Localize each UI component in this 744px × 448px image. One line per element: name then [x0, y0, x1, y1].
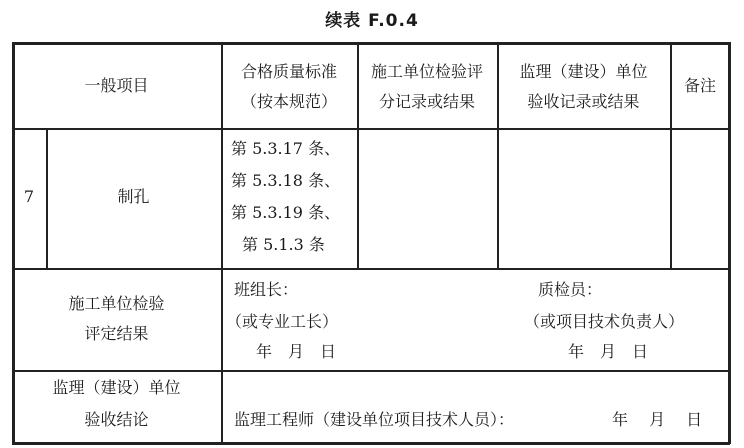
contractor-result-label-line1: 施工单位检验 — [68, 294, 165, 313]
header-contractor-line1: 施工单位检验评 — [370, 62, 483, 81]
inspection-table — [12, 42, 730, 444]
row7-item: 制孔 — [117, 187, 150, 206]
table-border-right — [728, 42, 731, 444]
rule-supervisor-col — [670, 42, 672, 268]
row7-clause-4: 第 5.1.3 条 — [242, 235, 325, 254]
team-leader-alt-label: （或专业工长） — [226, 312, 339, 331]
supervisor-conclusion-label-line1: 监理（建设）单位 — [52, 378, 181, 397]
row7-clause-3: 第 5.3.19 条、 — [231, 203, 341, 222]
supervisor-signature-label: 监理工程师（建设单位项目技术人员）： — [234, 410, 515, 429]
row7-clause-2: 第 5.3.18 条、 — [231, 171, 341, 190]
header-remarks: 备注 — [683, 76, 716, 95]
table-border-bottom — [12, 442, 730, 445]
team-leader-label: 班组长： — [234, 280, 299, 299]
header-standard-line2: （按本规范） — [240, 92, 337, 111]
rule-result-bottom — [12, 370, 730, 372]
row7-clause-1: 第 5.3.17 条、 — [231, 139, 341, 158]
rule-header-bottom — [12, 128, 730, 130]
contractor-result-label-line2: 评定结果 — [84, 324, 149, 343]
table-title: 续表 F.0.4 — [325, 11, 419, 31]
rule-row7-bottom — [12, 268, 730, 270]
header-supervisor-line1: 监理（建设）单位 — [519, 62, 648, 81]
inspector-date: 年 月 日 — [568, 342, 649, 361]
header-general-items: 一般项目 — [84, 76, 149, 95]
table-border-top — [12, 42, 730, 45]
supervisor-conclusion-label-line2: 验收结论 — [84, 410, 149, 429]
team-leader-date: 年 月 日 — [256, 342, 337, 361]
header-standard-line1: 合格质量标准 — [240, 62, 337, 81]
inspector-label: 质检员： — [538, 280, 603, 299]
inspector-alt-label: （或项目技术负责人） — [524, 312, 685, 331]
header-supervisor-line2: 验收记录或结果 — [527, 92, 640, 111]
header-contractor-line2: 分记录或结果 — [378, 92, 475, 111]
row7-number: 7 — [23, 187, 35, 206]
supervisor-date: 年 月 日 — [612, 410, 703, 429]
